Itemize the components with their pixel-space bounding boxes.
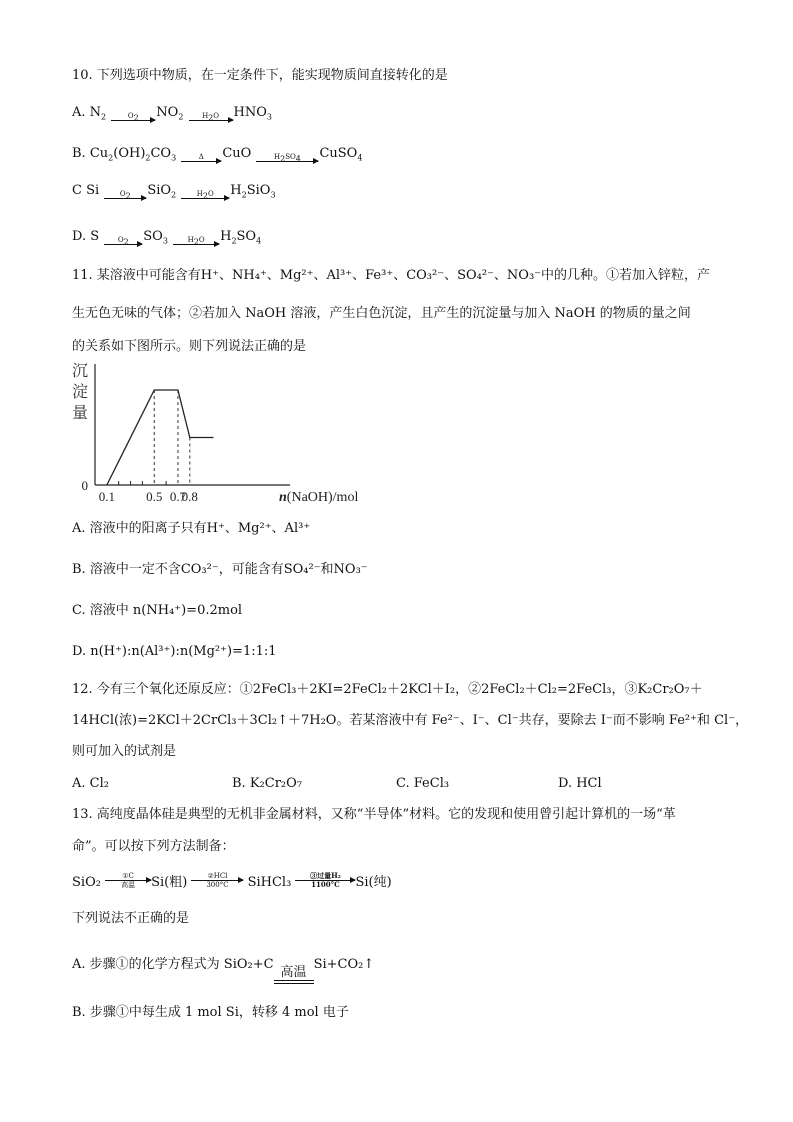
reaction-arrow: $H_2O$: [189, 112, 233, 121]
x-tick-label: 0.8: [181, 489, 198, 504]
q12-option-b: B. K₂Cr₂O₇: [232, 776, 302, 791]
reaction-arrow: ①C 高温: [105, 872, 151, 889]
q12-stem-line3: 则可加入的试剂是: [72, 744, 177, 759]
condition-equals-sign: 高温: [274, 966, 314, 984]
reaction-arrow: $O_2$: [104, 190, 146, 199]
reaction-arrow: $H_2O$: [173, 236, 219, 245]
reaction-arrow: $H_2O$: [181, 190, 229, 199]
reaction-arrow: ③过量H₂ 1100°C: [295, 872, 355, 889]
reaction-arrow: Δ: [181, 153, 221, 162]
q12-stem-line2: 14HCl(浓)=2KCl＋2CrCl₃＋3Cl₂↑＋7H₂O。若某溶液中有 Fe²⁻、I⁻、Cl⁻共存，要除去 I⁻而不影响 Fe²⁺和 Cl⁻，: [72, 713, 749, 728]
reaction-arrow: $O_2$: [111, 112, 155, 121]
q11-stem-line3: 的关系如下图所示。则下列说法正确的是: [72, 339, 307, 354]
reaction-arrow: ②HCl 300°C: [191, 872, 243, 889]
q10-option-c: C Si $O_2$ SiO$_2$ $H_2O$ $H_2SiO_3$: [72, 183, 276, 201]
reaction-arrow: $O_2$: [104, 236, 142, 245]
q13-option-a: A. 步骤①的化学方程式为 SiO₂+C 高温 Si+CO₂↑: [72, 956, 374, 984]
y-axis-label-char: 沉: [72, 363, 89, 380]
q13-question: 下列说法不正确的是: [72, 911, 190, 926]
q11-stem-line2: 生无色无味的气体；②若加入 NaOH 溶液，产生白色沉淀，且产生的沉淀量与加入 NaOH 的物质的量之间: [72, 306, 691, 321]
y-axis-label-char: 量: [72, 405, 89, 422]
q10-option-d: D. S $O_2$ $SO_3$ $H_2O$ $H_2SO_4$: [72, 229, 262, 247]
x-axis-label: n(NaOH)/mol: [279, 490, 359, 505]
q10-option-a: A. $N_2$ $O_2$ $NO_2$ $H_2O$ $HNO_3$: [72, 105, 273, 123]
x-tick-label: 0.5: [146, 489, 163, 504]
q11-option-a: A. 溶液中的阳离子只有H⁺、Mg²⁺、Al³⁺: [72, 521, 311, 536]
q11-option-b: B. 溶液中一定不含CO₃²⁻，可能含有SO₄²⁻和NO₃⁻: [72, 562, 368, 577]
origin-label: 0: [81, 478, 88, 493]
q13-option-b: B. 步骤①中每生成 1 mol Si，转移 4 mol 电子: [72, 1005, 349, 1020]
x-tick-label: 0.1: [98, 489, 115, 504]
q13-stem-line1: 13. 高纯度晶体硅是典型的无机非金属材料，又称“半导体”材料。它的发现和使用曾引起计算机的一场“革: [72, 807, 676, 822]
q12-stem-line1: 12. 今有三个氧化还原反应：①2FeCl₃＋2KI=2FeCl₂＋2KCl＋I₂，②2FeCl₂＋Cl₂=2FeCl₃，③K₂Cr₂O₇＋: [72, 682, 703, 697]
q12-option-c: C. FeCl₃: [396, 776, 450, 791]
precipitate-chart: [68, 360, 368, 510]
q11-option-d: D. n(H⁺):n(Al³⁺):n(Mg²⁺)=1:1:1: [72, 644, 277, 659]
q11-option-c: C. 溶液中 n(NH₄⁺)=0.2mol: [72, 603, 243, 618]
x-tick-label: 0.7: [169, 489, 187, 504]
precipitate-series-line: [107, 390, 214, 485]
q10-option-b: B. $Cu_2(OH)_2CO_3$ Δ CuO $H_2SO_4$ CuSO$_4$: [72, 146, 363, 164]
q11-stem-line1: 11. 某溶液中可能含有H⁺、NH₄⁺、Mg²⁺、Al³⁺、Fe³⁺、CO₃²⁻、SO₄²⁻、NO₃⁻中的几种。①若加入锌粒，产: [72, 268, 711, 283]
q13-stem-line2: 命”。可以按下列方法制备：: [72, 839, 235, 854]
y-axis-label-char: 淀: [72, 384, 89, 401]
q12-option-d: D. HCl: [558, 776, 602, 791]
q13-process-scheme: SiO₂ ①C 高温 Si(粗) ②HCl 300°C SiHCl₃ ③过量H₂ 1100°C Si(纯): [72, 871, 392, 890]
q10-stem: 10. 下列选项中物质，在一定条件下，能实现物质间直接转化的是: [72, 68, 448, 83]
q12-option-a: A. Cl₂: [72, 776, 109, 791]
y-axis-label: [72, 362, 88, 422]
reaction-arrow: $H_2SO_4$: [256, 153, 318, 162]
